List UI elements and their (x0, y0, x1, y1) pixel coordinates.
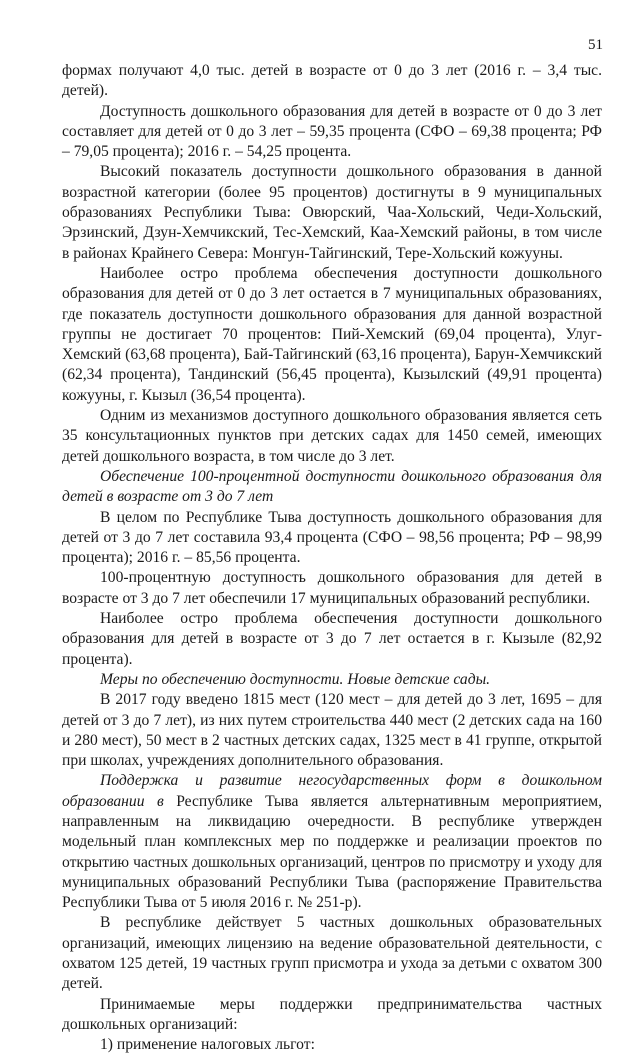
paragraph: В целом по Республике Тыва доступность дошкольного образования для детей от 3 до 7 лет составила 93,4 процента (СФО – 98,56 процента; РФ – 98,99 процента); 2016 г. – 85,56 процента. (62, 508, 602, 567)
page-number: 51 (588, 37, 603, 53)
paragraph-rest: Республике Тыва является альтернативным мероприятием, направленным на ликвидацию очередности. В республике утвержден модельный план комплексных мер по поддержке и реализации проектов по открытию частных дошкольных организаций, центров по присмотру и уходу для муниципальных образований Республики Тыва (распоряжение Правительства Республики Тыва от 5 июля 2016 г. № 251-р). (62, 792, 602, 912)
body-text (62, 61, 602, 1056)
paragraph (62, 771, 602, 913)
list-item: 1) применение налоговых льгот: (100, 1036, 315, 1054)
section-heading: Обеспечение 100-процентной доступности дошкольного образования для детей в возрасте от 3 до 7 лет (62, 467, 602, 506)
paragraph: Доступность дошкольного образования для детей в возрасте от 0 до 3 лет составляет для детей от 0 до 3 лет – 59,35 процента (СФО – 69,38 процента; РФ – 79,05 процента); 2016 г. – 54,25 процента. (62, 102, 602, 161)
paragraph: В 2017 году введено 1815 мест (120 мест – для детей до 3 лет, 1695 – для детей от 3 до 7 лет), из них путем строительства 440 мест (2 детских сада на 160 и 280 мест), 50 мест в 2 частных детских садах, 1325 мест в 41 группе, открытой при школах, учреждениях дополнительного образования. (62, 691, 602, 770)
italic-lead: Поддержка и развитие негосударственных форм в дошкольном образовании в (62, 772, 602, 810)
section-heading: Меры по обеспечению доступности. Новые детские сады. (100, 670, 491, 688)
paragraph: Высокий показатель доступности дошкольного образования в данной возрастной категории (более 95 процентов) достигнуты в 9 муниципальных образованиях Республики Тыва: Овюрский, Чаа-Хольский, Чеди-Хольский, Эрзинский, Дзун-Хемчикский, Тес-Хемский, Каа-Хемский районы, в том числе в районах Крайнего Севера: Монгун-Тайгинский, Тере-Хольский кожууны. (62, 163, 602, 262)
paragraph: 100-процентную доступность дошкольного образования для детей в возрасте от 3 до 7 лет обеспечили 17 муниципальных образований республики. (62, 569, 602, 607)
paragraph: Принимаемые меры поддержки предпринимательства частных дошкольных организаций: (62, 995, 602, 1033)
paragraph: Наиболее остро проблема обеспечения доступности дошкольного образования для детей в возрасте от 3 до 7 лет остается в г. Кызыле (82,92 процента). (62, 610, 602, 668)
paragraph: В республике действует 5 частных дошкольных образовательных организаций, имеющих лицензию на ведение образовательной деятельности, с охватом 125 детей, 19 частных групп присмотра и ухода за детьми с охватом 300 детей. (62, 914, 602, 993)
paragraph: Одним из механизмов доступного дошкольного образования является сеть 35 консультационных пунктов при детских садах для 1450 семей, имеющих детей дошкольного возраста, в том числе до 3 лет. (62, 407, 602, 465)
paragraph: Наиболее остро проблема обеспечения доступности дошкольного образования для детей от 0 до 3 лет остается в 7 муниципальных образованиях, где показатель доступности дошкольного образования для данной возрастной группы не достигает 70 процентов: Пий-Хемский (69,04 процента), Улуг-Хемский (63,68 процента), Бай-Тайгинский (63,16 процента), Барун-Хемчикский (62,34 процента), Тандинский (56,45 процента), Кызылский (49,91 процента) кожууны, г. Кызыл (36,54 процента). (62, 264, 602, 404)
paragraph: формах получают 4,0 тыс. детей в возрасте от 0 до 3 лет (2016 г. – 3,4 тыс. детей). (62, 62, 602, 100)
